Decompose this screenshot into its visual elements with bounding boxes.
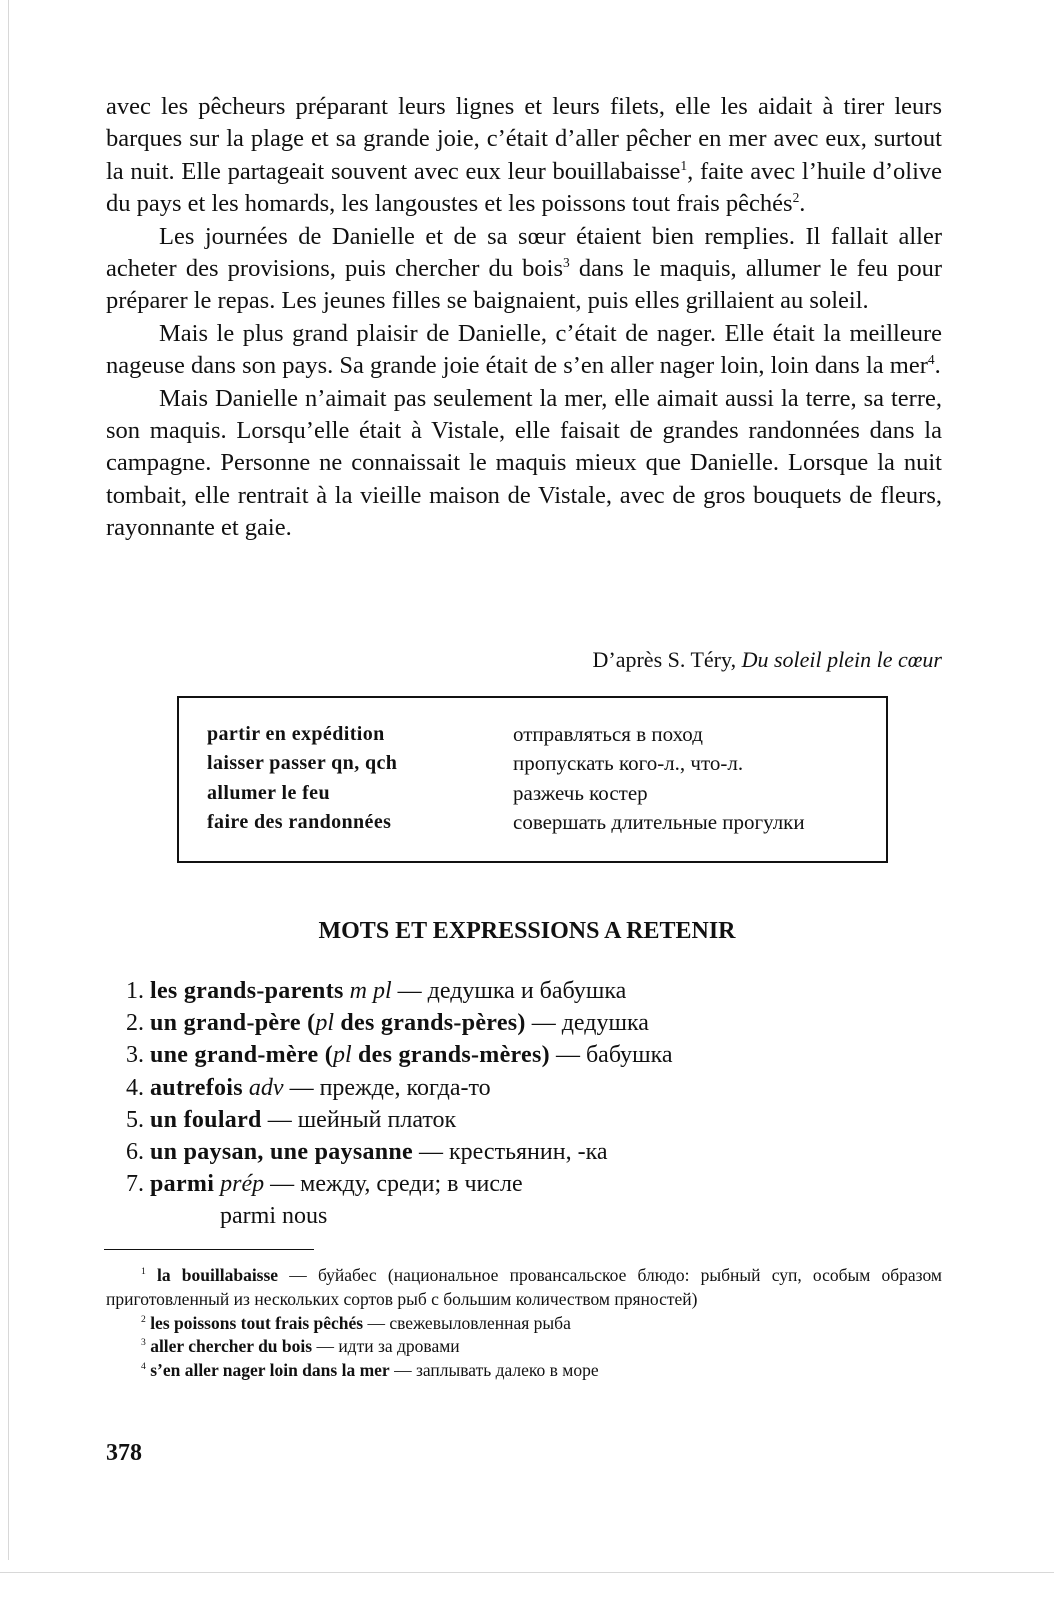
translation: прежде, когда-то <box>319 1074 491 1101</box>
footnote-number: 4 <box>141 1361 146 1373</box>
plural-form: des grands-pères <box>334 1010 518 1037</box>
footnote-ref: 1 <box>680 157 688 173</box>
footnote-ref: 4 <box>927 352 935 368</box>
paragraph: avec les pêcheurs préparant leurs lignes et leurs filets, elle les aidait à tirer leurs barques sur la plage et sa grande joie, c’était d’aller pêcher en mer avec eux, surtout la nuit. Elle partageait souvent avec eux leur bouillabaisse$^1$, faite avec l’huile d’olive du pays et les homards, les langoustes et les poissons tout frais pêchés$^2$. <box>106 93 942 218</box>
list-item: 1. les grands-parents m pl — дедушка и бабушка <box>106 975 673 1007</box>
vocabulary-row <box>207 720 805 749</box>
item-number: 5. <box>126 1106 144 1133</box>
list-item: 6. un paysan, une paysanne — крестьянин, -ка <box>106 1136 673 1168</box>
paragraph: Les journées de Danielle et de sa sœur étaient bien remplies. Il fallait aller acheter des provisions, puis chercher du bois$^3$ dans le maquis, allumer le feu pour préparer le repas. Les jeunes filles se baignaient, puis elles grillaient au soleil. <box>106 222 942 315</box>
grammar-note: m pl <box>343 978 392 1004</box>
footnote: $^3$ aller chercher du bois — идти за дровами <box>141 1336 460 1357</box>
item-number: 1. <box>126 978 144 1004</box>
footnote-number: 2 <box>141 1313 146 1325</box>
translation: крестьянин, -ка <box>449 1139 608 1166</box>
footnotes <box>106 1264 942 1383</box>
footnote-ref: 2 <box>792 190 800 206</box>
translation: шейный платок <box>297 1106 457 1133</box>
list-item: 5. un foulard — шейный платок <box>106 1104 673 1136</box>
list-item: 3. une grand-mère (pl des grands-mères) — бабушка <box>106 1039 673 1071</box>
footnote: $^4$ s’en aller nager loin dans la mer — заплывать далеко в море <box>141 1360 599 1381</box>
term: autrefois <box>150 1074 243 1101</box>
word-list <box>106 975 673 1233</box>
footnote: $^2$ les poissons tout frais pêchés — свежевыловленная рыба <box>141 1312 571 1333</box>
footnote-term: s’en aller nager loin dans la mer <box>150 1360 390 1381</box>
footnote-text: заплывать далеко в море <box>415 1360 599 1381</box>
footnote-text: идти за дровами <box>338 1336 460 1357</box>
item-number: 6. <box>126 1139 144 1166</box>
list-item: 2. un grand-père (pl des grands-pères) — дедушка <box>106 1007 673 1039</box>
paragraph: Mais le plus grand plaisir de Danielle, c’était de nager. Elle était la meilleure nageuse dans son pays. Sa grande joie était de s’en aller nager loin, loin dans la mer$^4$. <box>106 319 942 380</box>
item-number: 3. <box>126 1042 144 1069</box>
grammar-note: pl <box>333 1042 352 1069</box>
russian-translation: отправляться в поход <box>513 722 703 747</box>
grammar-note: adv <box>242 1074 284 1101</box>
usage-example: parmi nous <box>220 1203 328 1230</box>
footnote-ref: 3 <box>563 254 570 270</box>
footnote-text: свежевыловленная рыба <box>389 1312 571 1333</box>
paragraph: Mais Danielle n’aimait pas seulement la mer, elle aimait aussi la terre, sa terre, son maquis. Lorsqu’elle était à Vistale, elle faisait de grandes randonnées dans la campagne. Personne ne connaissait le maquis mieux que Danielle. Lorsque la nuit tombait, elle rentrait à la vieille maison de Vistale, avec de gros bouquets de fleurs, rayonnante et gaie. <box>106 384 942 542</box>
vocabulary-table <box>207 720 805 837</box>
translation: дедушка <box>561 1010 649 1037</box>
translation: дедушка и бабушка <box>427 978 627 1004</box>
footnote-divider <box>104 1249 314 1250</box>
russian-translation: пропускать кого-л., что-л. <box>513 751 744 776</box>
footnote-text: буйабес (национальное провансальское блюдо: рыбный суп, особым образом приготовленный из нескольких сортов рыб с большим количеством пряностей) <box>106 1265 942 1309</box>
french-phrase: partir en expédition <box>207 723 385 746</box>
source-attribution: D’après S. Téry, Du soleil plein le cœur <box>592 647 942 672</box>
book-title: Du soleil plein le cœur <box>741 647 942 672</box>
french-phrase: faire des randonnées <box>207 811 392 834</box>
vocabulary-row <box>207 749 805 778</box>
term: une grand-mère <box>150 1042 319 1069</box>
footnote-term: la bouillabaisse <box>157 1265 279 1285</box>
term: un grand-père <box>150 1010 301 1037</box>
item-number: 7. <box>126 1171 144 1198</box>
grammar-note: pl <box>315 1010 335 1037</box>
term: parmi <box>150 1171 215 1198</box>
term: les grands-parents <box>150 978 344 1004</box>
section-heading: MOTS ET EXPRESSIONS A RETENIR <box>318 918 736 944</box>
term: un paysan, une paysanne <box>150 1139 414 1166</box>
scan-edge-line <box>8 0 9 1560</box>
reading-text <box>106 91 942 545</box>
vocabulary-row <box>207 808 805 837</box>
page-number: 378 <box>106 1440 142 1466</box>
translation: между, среди; в числе <box>300 1171 523 1198</box>
plural-form: des grands-mères <box>351 1042 542 1069</box>
footnote: $^1$ la bouillabaisse — буйабес (национальное провансальское блюдо: рыбный суп, особым образом приготовленный из нескольких сортов рыб с большим количеством пряностей) <box>106 1265 942 1309</box>
item-number: 4. <box>126 1074 144 1101</box>
footnote-number: 1 <box>141 1266 146 1278</box>
list-item: 7. parmi prép — между, среди; в числе <box>106 1168 673 1200</box>
list-item: 4. autrefois adv — прежде, когда-то <box>106 1072 673 1104</box>
term: un foulard <box>150 1106 262 1133</box>
french-phrase: allumer le feu <box>207 781 330 804</box>
item-number: 2. <box>126 1010 144 1037</box>
vocabulary-box <box>177 696 888 863</box>
translation: бабушка <box>585 1042 673 1069</box>
footnote-term: les poissons tout frais pêchés <box>150 1312 364 1333</box>
french-phrase: laisser passer qn, qch <box>207 752 398 775</box>
russian-translation: совершать длительные прогулки <box>513 810 805 835</box>
footnote-number: 3 <box>141 1337 146 1349</box>
footnote-term: aller chercher du bois <box>150 1336 313 1357</box>
russian-translation: разжечь костер <box>513 780 648 805</box>
vocabulary-row <box>207 779 805 808</box>
scan-edge-line <box>0 1572 1054 1573</box>
grammar-note: prép <box>214 1171 265 1198</box>
